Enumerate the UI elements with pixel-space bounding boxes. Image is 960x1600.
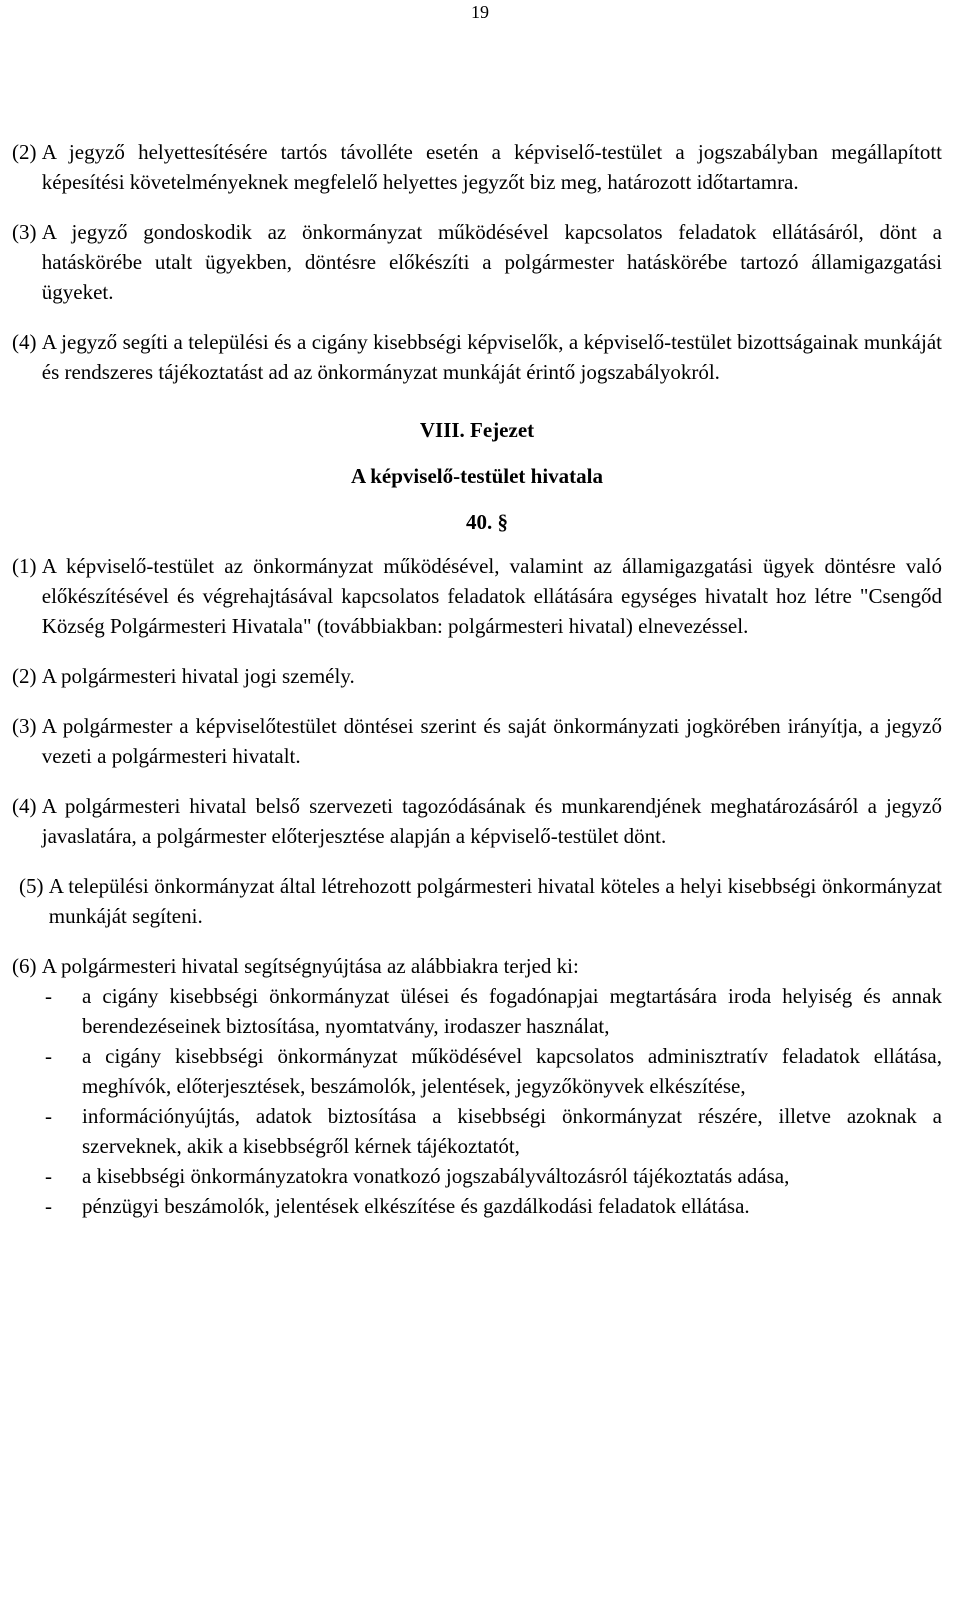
list-item (45, 1161, 942, 1191)
list-item-text: pénzügyi beszámolók, jelentések elkészítése és gazdálkodási feladatok ellátása. (82, 1194, 750, 1218)
paragraph-number: (4) (12, 330, 42, 354)
page-number: 19 (471, 2, 489, 22)
paragraph-text: A képviselő-testület az önkormányzat működésével, valamint az államigazgatási ügyek döntésre való előkészítésével és végrehajtásával kapcsolatos feladatok ellátására egységes hivatalt hoz létre "Csengőd Község Polgármesteri Hivatala" (továbbiakban: polgármesteri hivatal) elnevezéssel. (41, 554, 942, 638)
chapter-number: VIII. Fejezet (419, 418, 535, 442)
dash-bullet: - (45, 984, 52, 1008)
list-item-text: a cigány kisebbségi önkormányzat ülései és fogadónapjai megtartására iroda helyiség és annak berendezéseinek biztosítása, nyomtatvány, irodaszer használat, (82, 984, 942, 1038)
list-item-text: a cigány kisebbségi önkormányzat működésével kapcsolatos adminisztratív feladatok ellátása, meghívók, előterjesztések, beszámolók, jelentések, jegyzőkönyvek elkészítése, (82, 1044, 942, 1098)
dash-bullet: - (45, 1194, 52, 1218)
paragraph-text: A polgármester a képviselőtestület döntései szerint és saját önkormányzati jogkörében irányítja, a jegyző vezeti a polgármesteri hivatalt. (41, 714, 942, 768)
section-paragraph-5 (12, 871, 942, 931)
paragraph-text: A polgármesteri hivatal jogi személy. (41, 664, 355, 688)
paragraph-text: A polgármesteri hivatal belső szervezeti tagozódásának és munkarendjének meghatározásáról a jegyző javaslatára, a polgármester előterjesztése alapján a képviselő-testület dönt. (41, 794, 942, 848)
assistance-list (12, 981, 942, 1221)
paragraph-text: A jegyző gondoskodik az önkormányzat működésével kapcsolatos feladatok ellátásáról, dönt a hatáskörébe utalt ügyekben, döntésre előkészíti a polgármester hatáskörébe tartozó államigazgatási ügyeket. (41, 220, 942, 304)
list-item (45, 1101, 942, 1161)
list-item (45, 981, 942, 1041)
paragraph-4 (12, 327, 942, 387)
paragraph-number: (4) (12, 794, 42, 818)
paragraph-number: (2) (12, 664, 42, 688)
paragraph-text: A polgármesteri hivatal segítségnyújtása az alábbiakra terjed ki: (41, 954, 579, 978)
chapter-title: A képviselő-testület hivatala (351, 464, 603, 488)
list-item-text: a kisebbségi önkormányzatokra vonatkozó jogszabályváltozásról tájékoztatás adása, (82, 1164, 790, 1188)
section-paragraph-3 (12, 711, 942, 771)
section-paragraph-6 (12, 951, 942, 981)
paragraph-number: (2) (12, 140, 42, 164)
list-item (45, 1041, 942, 1101)
paragraph-number: (3) (12, 714, 42, 738)
dash-bullet: - (45, 1164, 52, 1188)
paragraph-text: A települési önkormányzat által létrehozott polgármesteri hivatal köteles a helyi kisebbségi önkormányzat munkáját segíteni. (48, 874, 942, 928)
list-item (45, 1191, 942, 1221)
section-number: 40. § (466, 510, 508, 534)
paragraph-number: (1) (12, 554, 42, 578)
dash-bullet: - (45, 1104, 52, 1128)
section-paragraph-4 (12, 791, 942, 851)
paragraph-number: (5) (19, 874, 49, 898)
paragraph-2 (12, 137, 942, 197)
list-item-text: információnyújtás, adatok biztosítása a kisebbségi önkormányzat részére, illetve azoknak a szerveknek, akik a kisebbségről kérnek tájékoztatót, (82, 1104, 942, 1158)
section-paragraph-2 (12, 661, 942, 691)
dash-bullet: - (45, 1044, 52, 1068)
paragraph-text: A jegyző segíti a települési és a cigány kisebbségi képviselők, a képviselő-testület bizottságainak munkáját és rendszeres tájékoztatást ad az önkormányzat munkáját érintő jogszabályokról. (41, 330, 942, 384)
paragraph-text: A jegyző helyettesítésére tartós távolléte esetén a képviselő-testület a jogszabályban megállapított képesítési követelményeknek megfelelő helyettes jegyzőt biz meg, határozott időtartamra. (41, 140, 942, 194)
paragraph-3 (12, 217, 942, 307)
paragraph-number: (3) (12, 220, 42, 244)
paragraph-number: (6) (12, 954, 42, 978)
section-paragraph-1 (12, 551, 942, 641)
document-body (12, 137, 942, 1221)
